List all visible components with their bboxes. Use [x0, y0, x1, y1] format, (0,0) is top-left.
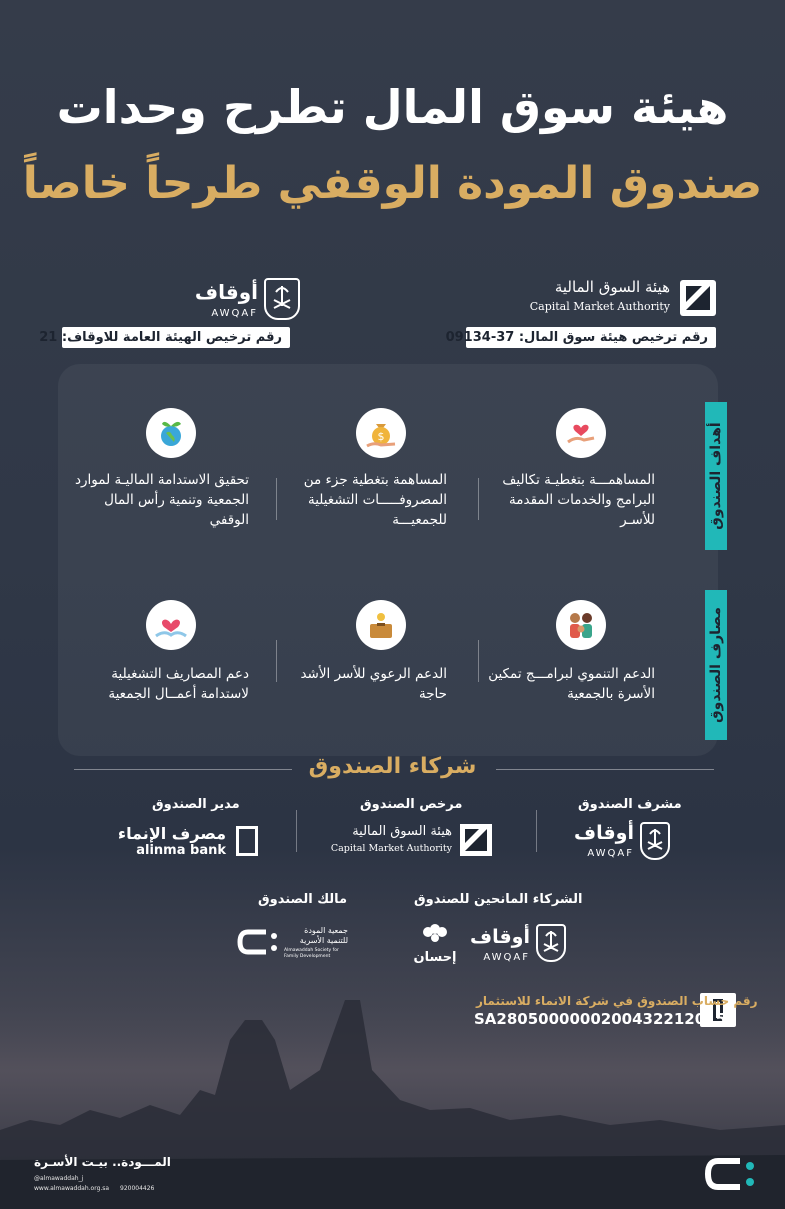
grantor-ehsan-logo — [410, 924, 460, 972]
supervisor-logo — [574, 822, 670, 866]
alinma-mark-icon — [236, 826, 258, 856]
account-label: رقم حساب الصندوق في شركة الانماء للاستثمار — [476, 994, 758, 1008]
cma-mark-icon — [680, 280, 716, 316]
supervisor-label: مشرف الصندوق — [578, 797, 682, 812]
supervisor-name-en: AWQAF — [587, 848, 634, 859]
goals-tab-label: أهداف الصندوق — [708, 422, 724, 530]
footer-handle: @almawaddah_j — [34, 1175, 84, 1182]
expense-2-text: الدعم الرعوي للأسر الأشد حاجة — [300, 666, 447, 702]
ehsan-flower-icon — [410, 924, 460, 946]
owner-logo — [236, 924, 348, 964]
cma-name-en: Capital Market Authority — [529, 300, 670, 313]
goal-2-text: المساهمة بتغطية جزء من المصروفـــــات التشغيلية للجمعيـــة — [303, 472, 447, 528]
almawaddah-mark-icon — [702, 1156, 758, 1192]
cma-name-ar: هيئة السوق المالية — [554, 278, 670, 296]
cma-license-badge: رقم ترخيص هيئة سوق المال: 37-09134 — [466, 327, 716, 348]
headline-line1: هيئة سوق المال تطرح وحدات — [56, 80, 729, 134]
manager-label: مدير الصندوق — [152, 797, 240, 812]
divider — [276, 478, 277, 520]
goal-1-text: المساهمـــة بتغطيـة تكاليف البرامج والخدمات المقدمة للأسـر — [502, 472, 655, 528]
palm-swords-emblem-icon — [640, 822, 670, 860]
footer-phone: 920004426 — [120, 1185, 155, 1192]
money-bag-icon — [356, 408, 406, 458]
goal-3-text: تحقيق الاستدامة الماليـة لموارد الجمعية وتنمية رأس المال الوقفي — [75, 472, 249, 528]
licensor-logo — [322, 824, 492, 858]
donation-box-icon — [356, 600, 406, 650]
palm-swords-emblem-icon — [536, 924, 566, 962]
globe-plant-icon — [146, 408, 196, 458]
partners-title: شركاء الصندوق — [308, 754, 477, 779]
footer-slogan: المـــودة.. بيـت الأسـرة — [34, 1155, 171, 1169]
cma-mark-icon — [460, 824, 492, 856]
hand-heart-icon — [556, 408, 606, 458]
manager-logo — [117, 824, 258, 860]
grantor1-name-ar: أوقاف — [470, 926, 530, 948]
goals-tab — [705, 402, 727, 550]
grantor-awqaf-logo — [470, 924, 566, 968]
awqaf-logo — [194, 278, 300, 328]
svg-text:$: $ — [377, 430, 385, 443]
supervisor-name-ar: أوقاف — [574, 822, 634, 844]
footer-website: www.almawaddah.org.sa — [34, 1185, 110, 1192]
divider — [74, 769, 292, 770]
expenses-tab-label: مصارف الصندوق — [708, 607, 724, 723]
awqaf-name-ar: أوقاف — [194, 280, 258, 304]
expense-3-text: دعم المصاريف التشغيلية لاستدامة أعمــال الجمعية — [108, 666, 249, 702]
palm-swords-emblem-icon — [264, 278, 300, 320]
divider — [536, 810, 537, 852]
almawaddah-mark-icon — [236, 928, 280, 956]
expenses-tab — [705, 590, 727, 740]
grantor2-name-ar: إحسان — [413, 950, 457, 965]
owner-name-ar: جمعية المودة للتنمية الأسرية — [299, 926, 348, 945]
family-icon — [556, 600, 606, 650]
divider — [296, 810, 297, 852]
owner-label: مالك الصندوق — [258, 892, 348, 907]
licensor-label: مرخص الصندوق — [360, 797, 463, 812]
grantor1-name-en: AWQAF — [483, 952, 530, 963]
cma-logo — [470, 272, 720, 322]
divider — [478, 478, 479, 520]
licensor-name-ar: هيئة السوق المالية — [352, 824, 452, 839]
awqaf-name-en: AWQAF — [211, 308, 258, 319]
account-iban: SA2805000000200432212015 — [474, 1010, 727, 1028]
hands-heart-icon — [146, 600, 196, 650]
expense-1-text: الدعم التنموي لبرامـــج تمكين الأسرة بالجمعية — [488, 666, 655, 702]
owner-name-en: Almawaddah Society for Family Development — [284, 948, 339, 959]
grantors-label: الشركاء المانحين للصندوق — [414, 892, 583, 907]
headline-line2: صندوق المودة الوقفي طرحاً خاصاً — [22, 158, 763, 209]
divider — [478, 640, 479, 682]
manager-name-ar: مصرف الإنماء — [117, 824, 226, 843]
divider — [276, 640, 277, 682]
awqaf-license-badge: رقم ترخيص الهيئة العامة للاوقاف: 21 — [62, 327, 290, 348]
licensor-name-en: Capital Market Authority — [330, 843, 452, 854]
manager-name-en: alinma bank — [136, 843, 226, 858]
